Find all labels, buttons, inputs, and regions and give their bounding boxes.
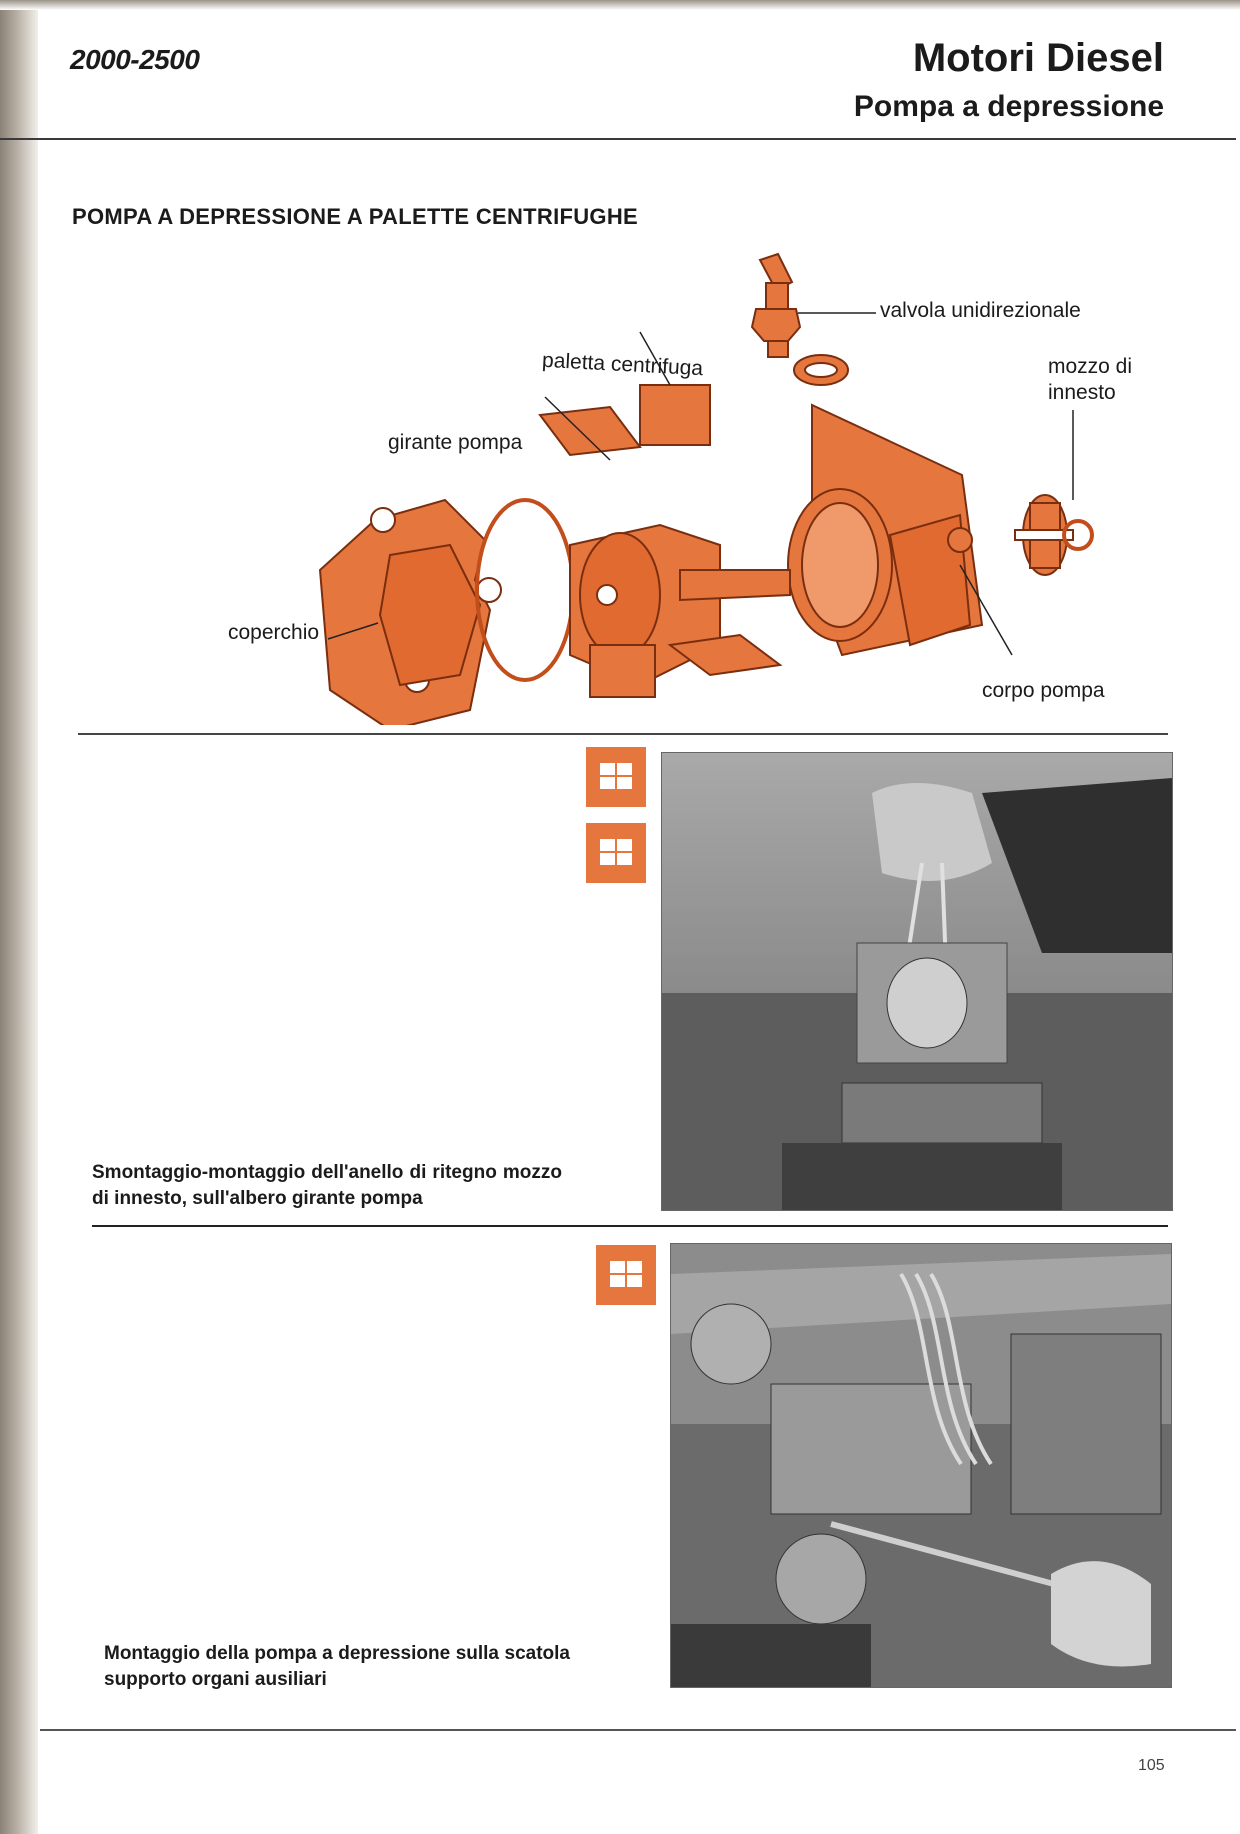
label-hub-2: innesto <box>1048 381 1116 404</box>
operation-icon <box>586 823 646 883</box>
step2-caption: Montaggio della pompa a depressione sulla scatola supporto organi ausiliari <box>104 1643 570 1690</box>
label-vane: paletta centrifuga <box>541 348 704 381</box>
photo-retaining-ring-image <box>662 753 1172 1210</box>
section-title: POMPA A DEPRESSIONE A PALETTE CENTRIFUGHE <box>72 204 639 229</box>
photo-retaining-ring <box>661 752 1173 1211</box>
pump-body-part <box>788 405 982 655</box>
step1-caption: Smontaggio-montaggio dell'anello di ritegno mozzo di innesto, sull'albero girante pompa <box>92 1162 562 1209</box>
label-valve: valvola unidirezionale <box>880 299 1081 322</box>
page-number: 105 <box>1138 1757 1165 1774</box>
page-subtitle: Pompa a depressione <box>853 90 1164 123</box>
hub-part <box>1015 495 1092 575</box>
label-hub-1: mozzo di <box>1048 355 1133 378</box>
operation-icon <box>586 747 646 807</box>
page-edge-top <box>0 0 1240 10</box>
operation-icon <box>596 1245 656 1305</box>
header-divider <box>0 138 1236 140</box>
label-cover: coperchio <box>228 621 320 644</box>
photo-pump-mounting <box>670 1243 1172 1688</box>
page-edge <box>0 0 38 1834</box>
label-body: corpo pompa <box>982 679 1105 702</box>
exploded-pump-diagram <box>200 235 1160 725</box>
section-divider <box>78 733 1168 735</box>
footer-divider <box>40 1729 1236 1731</box>
label-impeller: girante pompa <box>388 431 523 454</box>
page-title: Motori Diesel <box>912 36 1164 80</box>
model-range: 2000-2500 <box>70 44 200 75</box>
valve-part <box>752 254 848 385</box>
cover-part <box>320 500 501 725</box>
photo-pump-mounting-image <box>671 1244 1171 1687</box>
step-divider <box>92 1225 1168 1227</box>
